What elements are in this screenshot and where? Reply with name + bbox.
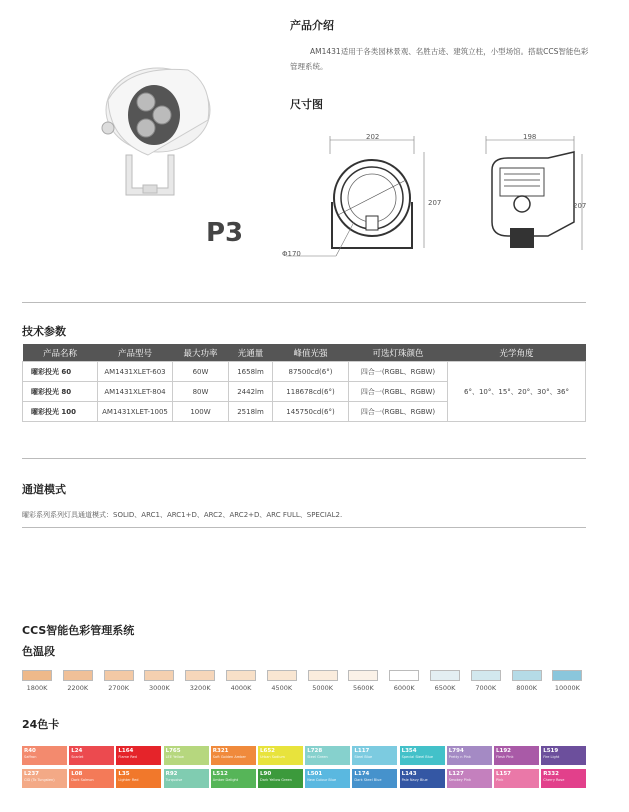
col-angle: 光学角度: [448, 344, 586, 362]
ct-swatch: [348, 670, 378, 681]
color-card: [447, 769, 492, 788]
cell: 145750cd(6°): [273, 402, 349, 422]
ct-swatch: [552, 670, 582, 681]
front-width-label: 202: [366, 133, 380, 141]
front-height-label: 207: [428, 199, 442, 207]
cell: 曜彩投光 100: [23, 402, 98, 422]
cell: AM1431XLET-804: [98, 382, 173, 402]
color-card: [164, 746, 209, 765]
ct-label: 8000K: [516, 684, 537, 692]
col-name: 产品名称: [23, 344, 98, 362]
divider: [22, 458, 586, 459]
color-card-name: Special Steel Blue: [401, 755, 434, 759]
color-card-code: R92: [165, 771, 178, 777]
cell: AM1431XLET-1005: [98, 402, 173, 422]
color-card-code: R321: [212, 748, 229, 754]
color-card: [211, 746, 256, 765]
color-card-code: L652: [260, 748, 275, 754]
color-card-code: R332: [543, 771, 559, 777]
color-card: [541, 769, 586, 788]
ct-swatch: [389, 670, 419, 681]
product-image: [88, 60, 218, 210]
ct-swatch: [104, 670, 134, 681]
color-card-name: Soft Golden Amber: [212, 755, 246, 759]
color-card-name: CID (To Tungsten): [24, 778, 55, 782]
ct-swatch: [512, 670, 542, 681]
color-card-code: L117: [354, 748, 370, 754]
color-card-name: New Colour Blue: [307, 778, 337, 782]
intro-heading: 产品介绍: [290, 19, 334, 32]
ct-label: 7000K: [475, 684, 497, 692]
col-model: 产品型号: [98, 344, 173, 362]
cell-angles: 6°、10°、15°、20°、30°、36°: [448, 362, 586, 422]
color-card: [69, 746, 114, 765]
cell: 曜彩投光 60: [23, 362, 98, 382]
ct-label: 1800K: [26, 684, 48, 692]
divider: [22, 527, 586, 528]
color-card-name: Steel Green: [307, 755, 328, 759]
color-card-name: Smokey Pink: [448, 778, 472, 782]
color-card-code: L164: [118, 748, 134, 754]
color-card-code: L501: [307, 771, 323, 777]
col-flux: 光通量: [229, 344, 273, 362]
side-width-label: 198: [523, 133, 537, 141]
ccs-heading: CCS智能色彩管理系统: [22, 624, 135, 637]
color-card-name: Pretty n Pink: [448, 755, 471, 759]
cell: AM1431XLET-603: [98, 362, 173, 382]
color-card: [494, 769, 539, 788]
color-card: [116, 769, 161, 788]
color-card: [22, 769, 67, 788]
color-card-name: Dark Steel Blue: [354, 778, 382, 782]
color-card-name: LEE Yellow: [165, 755, 184, 759]
cell: 2518lm: [229, 402, 273, 422]
color-card-name: Flame Red: [118, 755, 137, 759]
ct-swatch: [430, 670, 460, 681]
color-card-name: Flesh Pink: [496, 755, 514, 759]
color-card: [116, 746, 161, 765]
ct-label: 2200K: [67, 684, 89, 692]
color-card: [494, 746, 539, 765]
color-card: [352, 746, 397, 765]
ct-label: 4500K: [271, 684, 293, 692]
color-card-code: L127: [448, 771, 464, 777]
channel-heading: 通道模式: [22, 483, 66, 496]
color-card: [352, 769, 397, 788]
divider: [22, 302, 586, 303]
color-card: [22, 746, 67, 765]
color-card: [164, 769, 209, 788]
col-intensity: 峰值光强: [273, 344, 349, 362]
color-card-name: Cherry Rose: [543, 778, 565, 782]
side-view-drawing: [478, 130, 588, 265]
color-card-code: R40: [24, 748, 36, 754]
color-card: [69, 769, 114, 788]
ct-label: 3000K: [148, 684, 170, 692]
cell: 60W: [173, 362, 229, 382]
color-card-code: L794: [448, 748, 464, 754]
ct-heading: 色温段: [22, 645, 55, 658]
ct-swatch: [267, 670, 297, 681]
color-card-name: Saffron: [24, 755, 37, 759]
color-card: [447, 746, 492, 765]
ct-swatch: [63, 670, 93, 681]
color-card-name: Fire Light: [543, 755, 560, 759]
color-card-code: L519: [543, 748, 559, 754]
color-card-name: Urban Sodium: [260, 755, 285, 759]
dimensions-heading: 尺寸图: [290, 98, 323, 111]
col-power: 最大功率: [173, 344, 229, 362]
ct-swatch: [22, 670, 52, 681]
table-row: [23, 362, 586, 382]
cell: 2442lm: [229, 382, 273, 402]
color-card-name: Pink: [496, 778, 504, 782]
col-color: 可选灯珠颜色: [349, 344, 448, 362]
color-card-code: L192: [496, 748, 511, 754]
cards-heading: 24色卡: [22, 718, 60, 731]
cell: 曜彩投光 80: [23, 382, 98, 402]
color-card: [541, 746, 586, 765]
cell: 1658lm: [229, 362, 273, 382]
channel-text: 曜彩系列系列灯具通道模式：SOLID、ARC1、ARC1+D、ARC2、ARC2+D、ARC FULL、SPECIAL2.: [22, 511, 343, 519]
cell: 四合一(RGBL、RGBW): [349, 402, 448, 422]
color-card-name: Dark Yellow Green: [260, 778, 292, 782]
color-card: [400, 746, 445, 765]
color-card-name: Lighter Red: [118, 778, 139, 782]
product-model: P3: [206, 218, 244, 248]
color-card: [258, 746, 303, 765]
color-card-name: Turquoise: [165, 778, 183, 782]
color-card-name: Steel Blue: [354, 755, 373, 759]
ct-label: 2700K: [108, 684, 129, 692]
color-card-name: Amber Delight: [212, 778, 239, 782]
ct-swatch: [226, 670, 256, 681]
ct-label: 10000K: [554, 684, 580, 692]
cell: 四合一(RGBL、RGBW): [349, 362, 448, 382]
color-card: [258, 769, 303, 788]
ct-label: 6000K: [393, 684, 415, 692]
cell: 100W: [173, 402, 229, 422]
side-height-label: 207: [573, 202, 587, 210]
ct-label: 6500K: [434, 684, 456, 692]
front-view-drawing: [278, 130, 440, 265]
cell: 四合一(RGBL、RGBW): [349, 382, 448, 402]
cell: 80W: [173, 382, 229, 402]
color-card-code: L765: [165, 748, 181, 754]
color-card: [305, 769, 350, 788]
ct-label: 4000K: [230, 684, 252, 692]
cell: 118678cd(6°): [273, 382, 349, 402]
color-card-code: L24: [71, 748, 83, 754]
ct-swatch: [185, 670, 215, 681]
spec-table: [22, 344, 586, 422]
color-card-code: L728: [307, 748, 323, 754]
ct-swatch: [308, 670, 338, 681]
ct-label: 3200K: [189, 684, 211, 692]
front-diameter-label: Φ170: [282, 250, 301, 258]
color-card-code: L157: [496, 771, 511, 777]
intro-text: AM1431适用于各类园林景观、名胜古迹、建筑立柱，小型场馆。搭载CCS智能色彩管理系统。: [290, 47, 589, 71]
color-card-code: L08: [71, 771, 83, 777]
color-card-code: L354: [401, 748, 417, 754]
color-card-name: Scarlet: [71, 755, 84, 759]
spec-header-row: [23, 344, 586, 362]
color-card: [400, 769, 445, 788]
color-card-code: L90: [260, 771, 272, 777]
color-card: [305, 746, 350, 765]
color-card-name: Dark Salmon: [71, 778, 94, 782]
spec-heading: 技术参数: [22, 325, 66, 338]
ct-swatch: [471, 670, 501, 681]
color-card-name: Pale Navy Blue: [401, 778, 428, 782]
color-card-code: L237: [24, 771, 39, 777]
cell: 87500cd(6°): [273, 362, 349, 382]
color-card-code: L35: [118, 771, 130, 777]
color-card: [211, 769, 256, 788]
ct-label: 5600K: [352, 684, 374, 692]
ct-swatch: [144, 670, 174, 681]
color-card-code: L143: [401, 771, 417, 777]
ct-label: 5000K: [312, 684, 333, 692]
color-card-code: L512: [212, 771, 228, 777]
color-card-code: L174: [354, 771, 370, 777]
